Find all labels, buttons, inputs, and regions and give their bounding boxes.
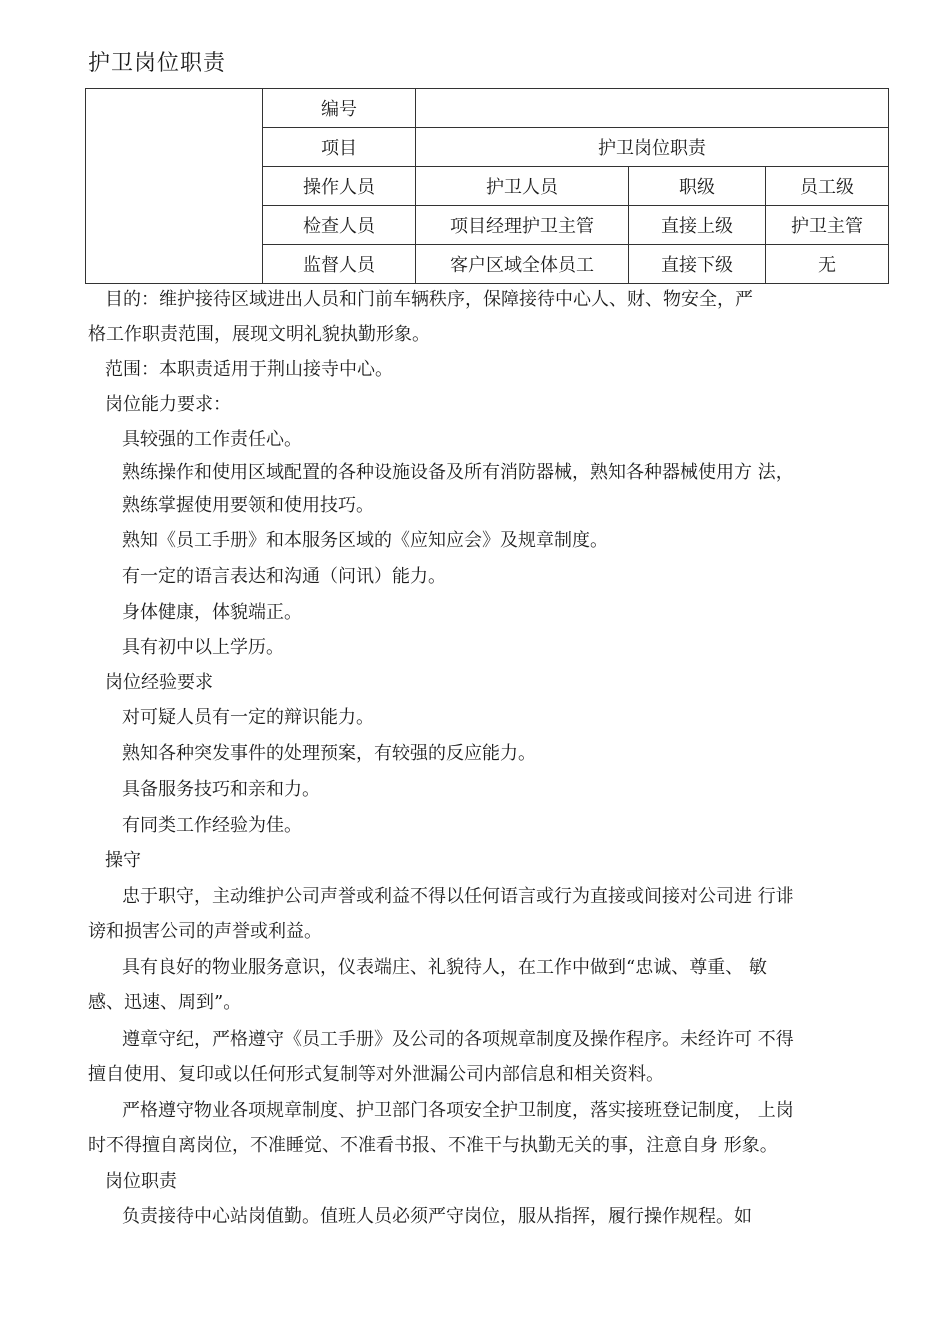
paragraph-line: 忠于职守，主动维护公司声誉或利益不得以任何语言或行为直接或间接对公司进 行诽: [122, 886, 794, 907]
paragraph-line: 负责接待中心站岗值勤。值班人员必须严守岗位，服从指挥，履行操作规程。如: [122, 1206, 752, 1227]
row-cell: 项目经理护卫主管: [416, 206, 629, 245]
paragraph-line: 擅自使用、复印或以任何形式复制等对外泄漏公司内部信息和相关资料。: [88, 1064, 664, 1085]
paragraph-line: 身体健康，体貌端正。: [122, 602, 302, 623]
section-heading: 岗位职责: [105, 1171, 177, 1192]
row-label: 操作人员: [263, 167, 416, 206]
row-cell: 无: [766, 245, 889, 284]
paragraph-line: 具较强的工作责任心。: [122, 429, 302, 450]
row-label: 监督人员: [263, 245, 416, 284]
row-cell: 直接上级: [629, 206, 766, 245]
row-cell: 职级: [629, 167, 766, 206]
paragraph-line: 具有良好的物业服务意识，仪表端庄、礼貌待人，在工作中做到“忠诚、尊重、 敏: [122, 957, 767, 978]
section-heading: 操守: [105, 850, 141, 871]
paragraph-line: 时不得擅自离岗位，不准睡觉、不准看书报、不准干与执勤无关的事，注意自身 形象。: [88, 1135, 778, 1156]
paragraph-line: 目的：维护接待区域进出人员和门前车辆秩序，保障接待中心人、财、物安全，严: [105, 289, 753, 310]
row-label: 编号: [263, 89, 416, 128]
row-cell: 护卫主管: [766, 206, 889, 245]
paragraph-line: 格工作职责范围，展现文明礼貌执勤形象。: [88, 324, 430, 345]
paragraph-line: 有一定的语言表达和沟通（问讯）能力。: [122, 566, 446, 587]
row-cell: 直接下级: [629, 245, 766, 284]
paragraph-line: 具备服务技巧和亲和力。: [122, 779, 320, 800]
row-cell: 护卫人员: [416, 167, 629, 206]
section-heading: 岗位经验要求: [105, 672, 213, 693]
row-label: 项目: [263, 128, 416, 167]
blank-cell: [86, 89, 263, 284]
info-table: [85, 88, 889, 284]
paragraph-line: 遵章守纪，严格遵守《员工手册》及公司的各项规章制度及操作程序。未经许可 不得: [122, 1029, 794, 1050]
paragraph-line: 感、迅速、周到”。: [88, 992, 242, 1013]
paragraph-line: 熟练掌握使用要领和使用技巧。: [122, 495, 374, 516]
row-label: 检查人员: [263, 206, 416, 245]
row-cell: 员工级: [766, 167, 889, 206]
paragraph-line: 对可疑人员有一定的辩识能力。: [122, 707, 374, 728]
paragraph-line: 范围：本职责适用于荆山接寺中心。: [105, 359, 393, 380]
paragraph-line: 熟知《员工手册》和本服务区域的《应知应会》及规章制度。: [122, 530, 608, 551]
section-heading: 岗位能力要求：: [105, 394, 231, 415]
table-row: [86, 89, 889, 128]
paragraph-line: 熟知各种突发事件的处理预案，有较强的反应能力。: [122, 743, 536, 764]
paragraph-line: 谤和损害公司的声誉或利益。: [88, 921, 322, 942]
document-title: 护卫岗位职责: [88, 51, 227, 76]
row-value: [416, 89, 889, 128]
row-cell: 客户区域全体员工: [416, 245, 629, 284]
paragraph-line: 严格遵守物业各项规章制度、护卫部门各项安全护卫制度，落实接班登记制度， 上岗: [122, 1100, 794, 1121]
paragraph-line: 有同类工作经验为佳。: [122, 815, 302, 836]
paragraph-line: 具有初中以上学历。: [122, 637, 284, 658]
row-value: 护卫岗位职责: [416, 128, 889, 167]
paragraph-line: 熟练操作和使用区域配置的各种设施设备及所有消防器械，熟知各种器械使用方 法，: [122, 462, 794, 483]
